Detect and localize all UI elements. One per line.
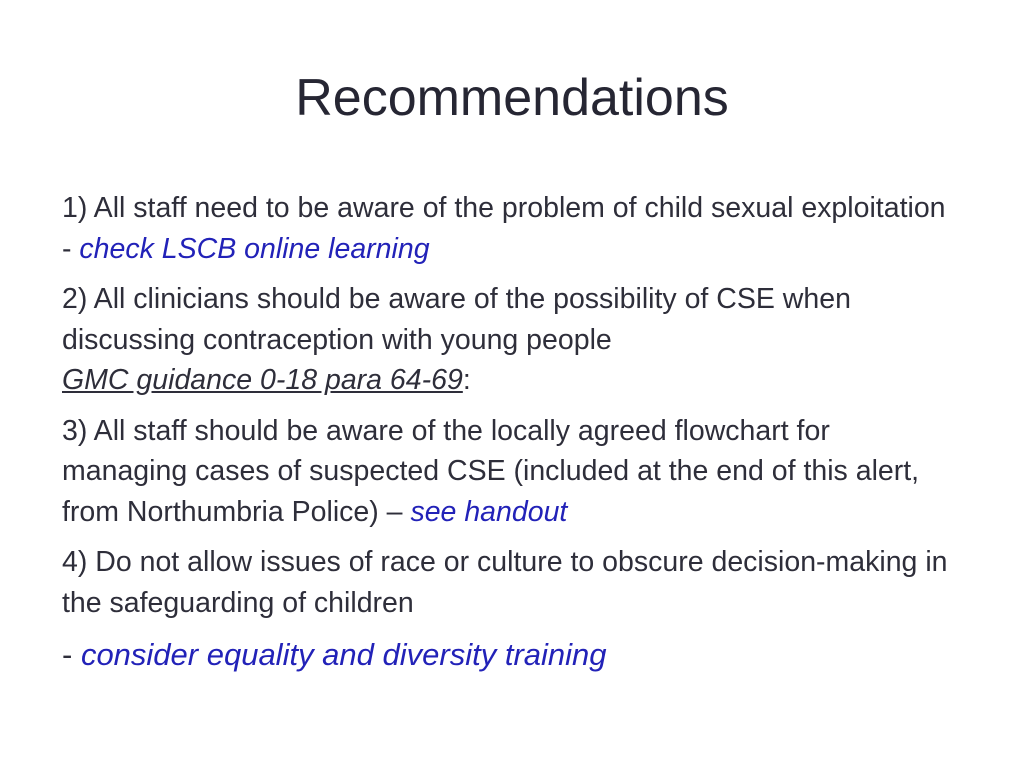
recommendation-1-text: 1) All staff need to be aware of the problem of child sexual exploitation - [62, 192, 946, 265]
recommendation-1 [62, 188, 962, 269]
equality-diversity-training-link[interactable]: consider equality and diversity training [80, 637, 607, 672]
recommendation-3-text: 3) All staff should be aware of the locally agreed flowchart for managing cases of suspected CSE (included at the end of this alert, from Northumbria Police) – [62, 414, 920, 528]
recommendation-2-text: 2) All clinicians should be aware of the possibility of CSE when discussing contraception with young people [62, 283, 851, 356]
recommendation-3 [62, 411, 962, 533]
lscb-online-learning-link[interactable]: check LSCB online learning [79, 232, 430, 265]
recommendation-4 [62, 542, 962, 623]
gmc-guidance-suffix: : [462, 364, 471, 396]
recommendation-4-text: 4) Do not allow issues of race or culture to obscure decision-making in the safeguarding of children [62, 546, 948, 619]
gmc-guidance-link[interactable]: GMC guidance 0-18 para 64-69 [62, 364, 463, 396]
see-handout-link[interactable]: see handout [410, 495, 568, 528]
closing-prefix: - [62, 637, 81, 672]
recommendations-list [62, 188, 962, 677]
slide-title: Recommendations [295, 69, 729, 127]
recommendation-2 [62, 279, 962, 401]
closing-line [62, 633, 962, 677]
